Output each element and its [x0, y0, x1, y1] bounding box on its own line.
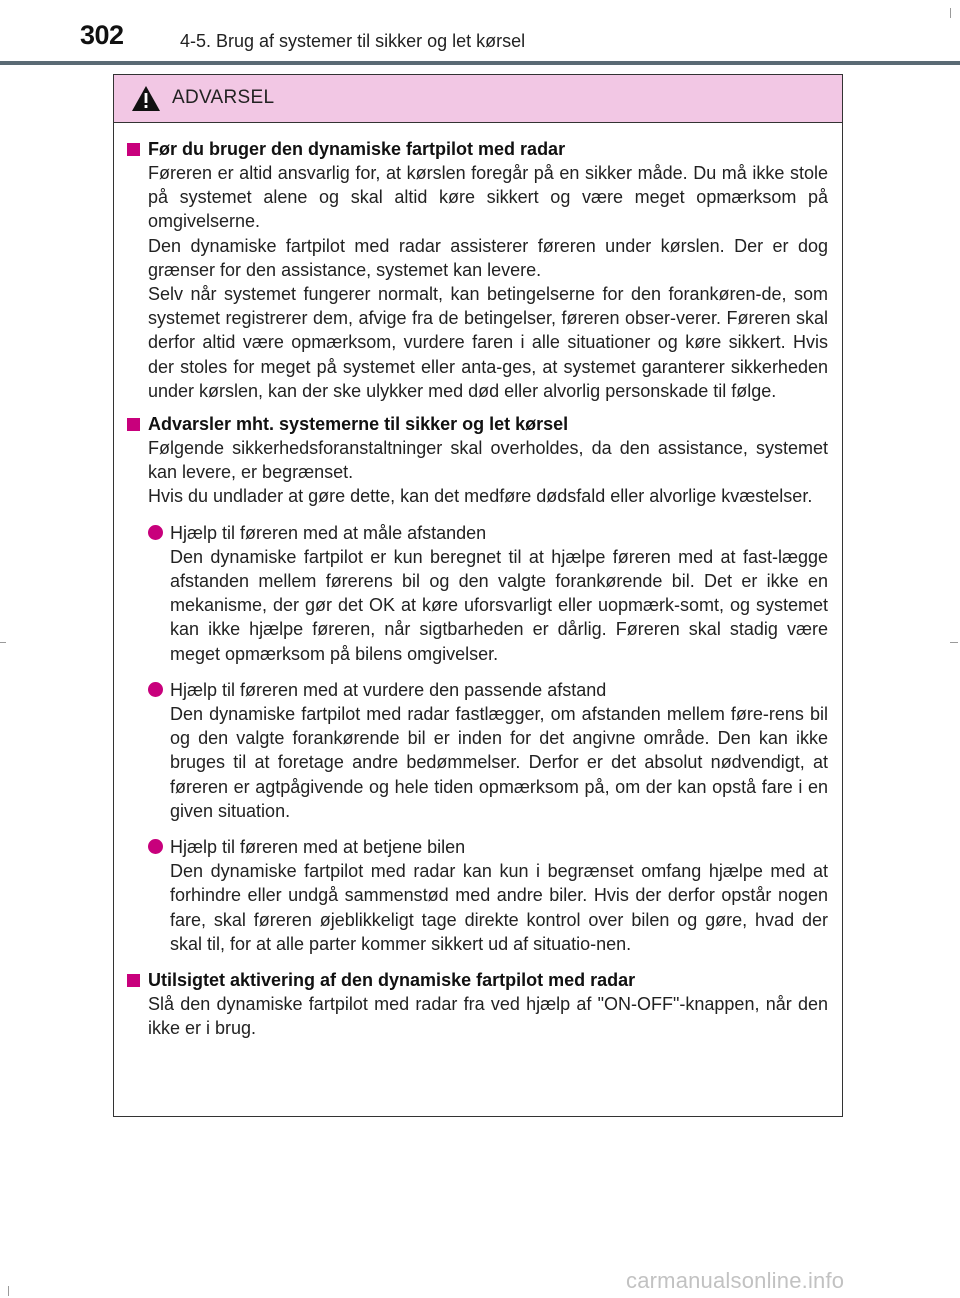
paragraph: Hvis du undlader at gøre dette, kan det medføre dødsfald eller alvorlige kvæstelser.	[148, 486, 813, 507]
square-bullet-icon	[127, 418, 140, 431]
paragraph: Slå den dynamiske fartpilot med radar fra ved hjælp af "ON-OFF"-knappen, når den ikke er i brug.	[148, 994, 828, 1039]
header-rule	[0, 61, 960, 65]
bullet-text: Den dynamiske fartpilot er kun beregnet til at hjælpe føreren med at fast-lægge afstanden mellem førerens bil og den valgte forankørende bil. Det er ikke en mekanisme, der gør det OK at køre uforsvarligt eller uopmærk-somt, og systemet kan ikke hjælpe føreren, når sigtbarheden er dårlig. Føreren skal stadig være meget opmærksom på bilens omgivelser.	[170, 546, 828, 664]
crop-mark	[950, 8, 951, 18]
crop-mark	[950, 642, 958, 643]
warning-title: ADVARSEL	[172, 87, 275, 108]
watermark: carmanualsonline.info	[626, 1268, 845, 1293]
square-bullet-icon	[127, 974, 140, 987]
chapter-title: 4-5. Brug af systemer til sikker og let kørsel	[180, 31, 526, 51]
list-item	[148, 678, 828, 823]
list-item	[148, 835, 828, 956]
list-item	[148, 521, 828, 666]
square-bullet-icon	[127, 143, 140, 156]
section-title: Advarsler mht. systemerne til sikker og let kørsel	[125, 412, 828, 436]
bullet-title: Hjælp til føreren med at måle afstanden	[170, 522, 487, 543]
section-title: Utilsigtet aktivering af den dynamiske fartpilot med radar	[125, 968, 828, 992]
bullet-title: Hjælp til føreren med at betjene bilen	[170, 837, 466, 858]
paragraph: Selv når systemet fungerer normalt, kan betingelserne for den forankøren-de, som systemet registrerer dem, afvige fra de betingelser, føreren obser-verer. Føreren skal derfor altid være opmærksom, vurdere faren i alle situationer og køre sikkert. Hvis der stoles for meget på systemet eller anta-ges, at systemet garanterer sikkerheden under kørslen, kan der ske ulykker med død eller alvorlig personskade til følge.	[148, 284, 828, 401]
page-header	[0, 0, 960, 60]
crop-mark	[0, 642, 6, 643]
section-title: Før du bruger den dynamiske fartpilot med radar	[125, 137, 828, 161]
crop-mark	[8, 1286, 9, 1296]
bullet-text: Den dynamiske fartpilot med radar fastlægger, om afstanden mellem føre-rens bil og den valgte forankørende bil er inden for det angivne område. Den kan ikke bruges til at foretage andre bedømmelser. Derfor er det absolut nødvendigt, at føreren er agtpågivende og hele tiden opmærksom på, om der kan opstå fare i en given situation.	[170, 704, 828, 821]
round-bullet-icon	[148, 525, 163, 540]
page-number: 302	[80, 20, 124, 50]
round-bullet-icon	[148, 682, 163, 697]
bullet-title: Hjælp til føreren med at vurdere den passende afstand	[170, 679, 607, 700]
warning-triangle-icon	[131, 85, 161, 112]
paragraph: Den dynamiske fartpilot med radar assisterer føreren under kørslen. Der er dog grænser for den assistance, systemet kan levere.	[148, 235, 828, 280]
warning-body	[114, 123, 842, 1041]
paragraph: Føreren er altid ansvarlig for, at kørslen foregår på en sikker måde. Du må ikke stole på systemet alene og skal altid køre sikkert og være meget opmærksom på omgivelserne.	[148, 163, 828, 232]
warning-header	[114, 75, 842, 123]
paragraph: Følgende sikkerhedsforanstaltninger skal overholdes, da den assistance, systemet kan levere, er begrænset.	[148, 438, 828, 483]
bullet-text: Den dynamiske fartpilot med radar kan kun i begrænset omfang hjælpe med at forhindre eller undgå sammenstød med andre biler. Hvis der derfor opstår nogen fare, skal føreren øjeblikkeligt tage direkte kontrol over bilen og gøre, hvad der skal til, for at alle parter kommer sikkert ud af situatio-nen.	[170, 861, 828, 954]
warning-box	[113, 74, 843, 1117]
round-bullet-icon	[148, 839, 163, 854]
